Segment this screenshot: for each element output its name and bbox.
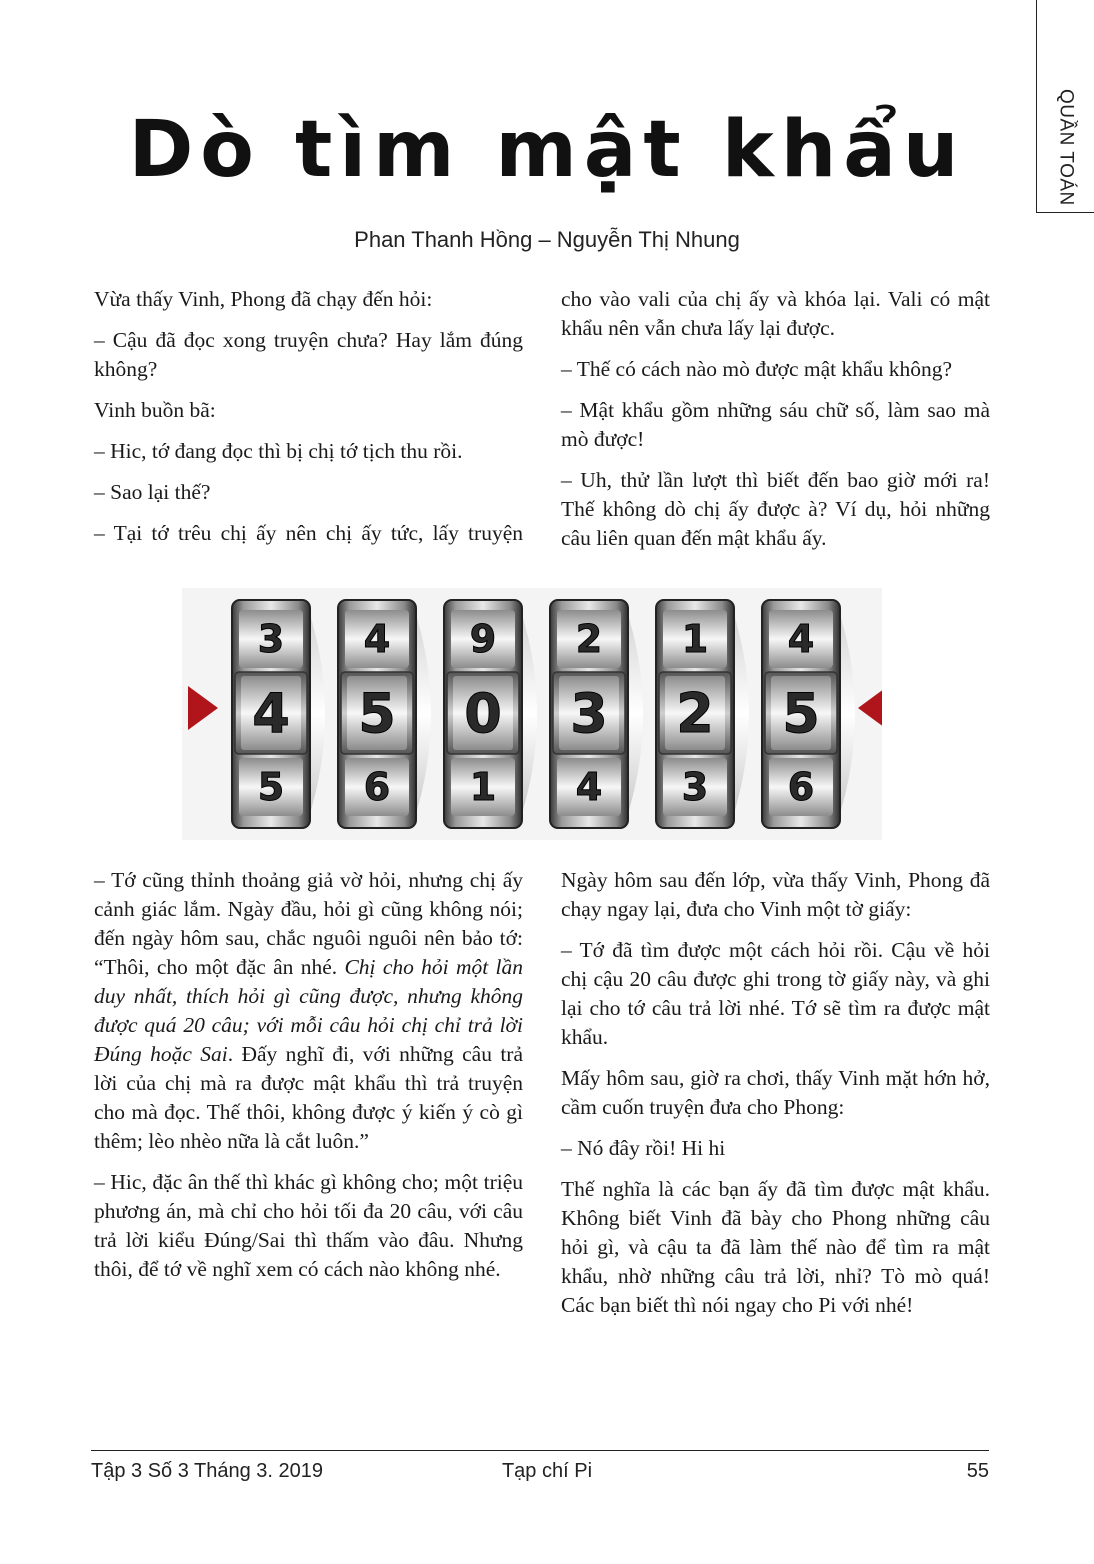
lock-wheel — [338, 600, 431, 828]
text-column-3 — [94, 866, 523, 1296]
paragraph: – Uh, thử lần lượt thì biết đến bao giờ mới ra! Thế không dò chị ấy được à? Ví dụ, hỏi những câu liên quan đến mật khẩu ấy. — [561, 468, 990, 550]
paragraph: – Sao lại thế? — [94, 480, 211, 504]
text-column-2 — [561, 285, 990, 565]
wheel-top-digit: 4 — [363, 617, 391, 661]
article-title: Dò tìm mật khẩu — [128, 105, 966, 195]
wheel-bottom-digit: 4 — [575, 765, 603, 809]
wheel-top-digit: 3 — [257, 617, 285, 661]
paragraph: – Hic, đặc ân thế thì khác gì không cho; một triệu phương án, mà chỉ cho hỏi tối đa 20 câu, với câu trả lời kiểu Đúng/Sai thì thấm vào đâu. Nhưng thôi, để tớ về nghĩ xem có cách nào không nhé. — [94, 1170, 523, 1281]
article-authors: Phan Thanh Hồng – Nguyễn Thị Nhung — [354, 227, 740, 252]
paragraph: Thế nghĩa là các bạn ấy đã tìm được mật khẩu. Không biết Vinh đã bày cho Phong những câu hỏi gì, và cậu ta đã làm thế nào để tìm ra mật khẩu, nhờ những câu trả lời, nhỉ? Tò mò quá! Các bạn biết thì nói ngay cho Pi với nhé! — [561, 1177, 990, 1317]
text-column-1 — [94, 285, 523, 560]
text-column-4 — [561, 866, 990, 1332]
text-run: – Tớ cũng thỉnh thoảng giả vờ hỏi, nhưng chị ấy cảnh giác lắm. Ngày đầu, hỏi gì cũng không nói; đến ngày hôm sau, chắc nguôi nguôi nên bảo tớ: “Thôi, cho một đặc ân nhé. — [94, 868, 523, 979]
wheel-middle-digit: 2 — [676, 682, 714, 745]
footer-divider — [91, 1450, 989, 1451]
lock-wheel — [656, 600, 749, 828]
wheel-middle-digit: 5 — [358, 682, 396, 745]
paragraph: Mấy hôm sau, giờ ra chơi, thấy Vinh mặt hớn hở, cầm cuốn truyện đưa cho Phong: — [561, 1066, 990, 1119]
lock-wheel — [762, 600, 855, 828]
page-number: 55 — [966, 1460, 989, 1482]
paragraph: – Thế có cách nào mò được mật khẩu không? — [561, 357, 952, 381]
italic-quote: Chị cho hỏi một lần duy nhất, thích hỏi gì cũng được, nhưng không được quá 20 câu; với mỗi câu hỏi chị chỉ trả lời Đúng hoặc Sai — [94, 955, 523, 1066]
wheel-middle-digit: 3 — [570, 682, 608, 745]
footer-issue: Tập 3 Số 3 Tháng 3. 2019 — [91, 1460, 324, 1482]
wheel-top-digit: 1 — [681, 617, 709, 661]
combination-lock-illustration — [182, 588, 882, 840]
lock-wheel — [232, 600, 325, 828]
paragraph: – Cậu đã đọc xong truyện chưa? Hay lắm đúng không? — [94, 328, 523, 381]
paragraph: – Tớ đã tìm được một cách hỏi rồi. Cậu về hỏi chị cậu 20 câu được ghi trong tờ giấy này, và ghi lại cho tớ câu trả lời nhé. Tớ sẽ tìm ra được mật khẩu. — [561, 938, 990, 1049]
paragraph — [94, 866, 523, 1156]
wheel-bottom-digit: 1 — [469, 765, 497, 809]
wheel-bottom-digit: 3 — [681, 765, 709, 809]
wheel-bottom-digit: 6 — [787, 765, 815, 809]
footer-magazine: Tạp chí Pi — [501, 1460, 593, 1482]
section-tab-label: QUẦN TOÁN — [1055, 89, 1077, 206]
wheel-middle-digit: 5 — [782, 682, 820, 745]
paragraph: cho vào vali của chị ấy và khóa lại. Vali có mật khẩu nên vẫn chưa lấy lại được. — [561, 287, 990, 340]
paragraph: – Hic, tớ đang đọc thì bị chị tớ tịch thu rồi. — [94, 439, 463, 463]
wheel-middle-digit: 4 — [252, 682, 290, 745]
paragraph: Vừa thấy Vinh, Phong đã chạy đến hỏi: — [94, 287, 433, 311]
text-run: . Đấy nghĩ đi, với những câu trả lời của chị mà ra được mật khẩu thì trả truyện cho mà đọc. Thế thôi, không được ý kiến ý cò gì thêm; lèo nhèo nữa là cắt luôn.” — [94, 1042, 523, 1153]
paragraph: Ngày hôm sau đến lớp, vừa thấy Vinh, Phong đã chạy ngay lại, đưa cho Vinh một tờ giấy: — [561, 868, 990, 921]
wheel-top-digit: 2 — [575, 617, 603, 661]
wheel-top-digit: 4 — [787, 617, 815, 661]
paragraph: – Nó đây rồi! Hi hi — [561, 1136, 726, 1160]
wheel-middle-digit: 0 — [464, 682, 502, 745]
wheel-top-digit: 9 — [469, 617, 497, 661]
paragraph: Vinh buồn bã: — [94, 398, 216, 422]
paragraph: – Mật khẩu gồm những sáu chữ số, làm sao mà mò được! — [561, 398, 990, 451]
wheel-bottom-digit: 5 — [257, 765, 285, 809]
lock-wheel — [550, 600, 643, 828]
wheel-bottom-digit: 6 — [363, 765, 391, 809]
paragraph: – Tại tớ trêu chị ấy nên chị ấy tức, lấy truyện — [94, 521, 523, 545]
lock-wheel — [444, 600, 537, 828]
